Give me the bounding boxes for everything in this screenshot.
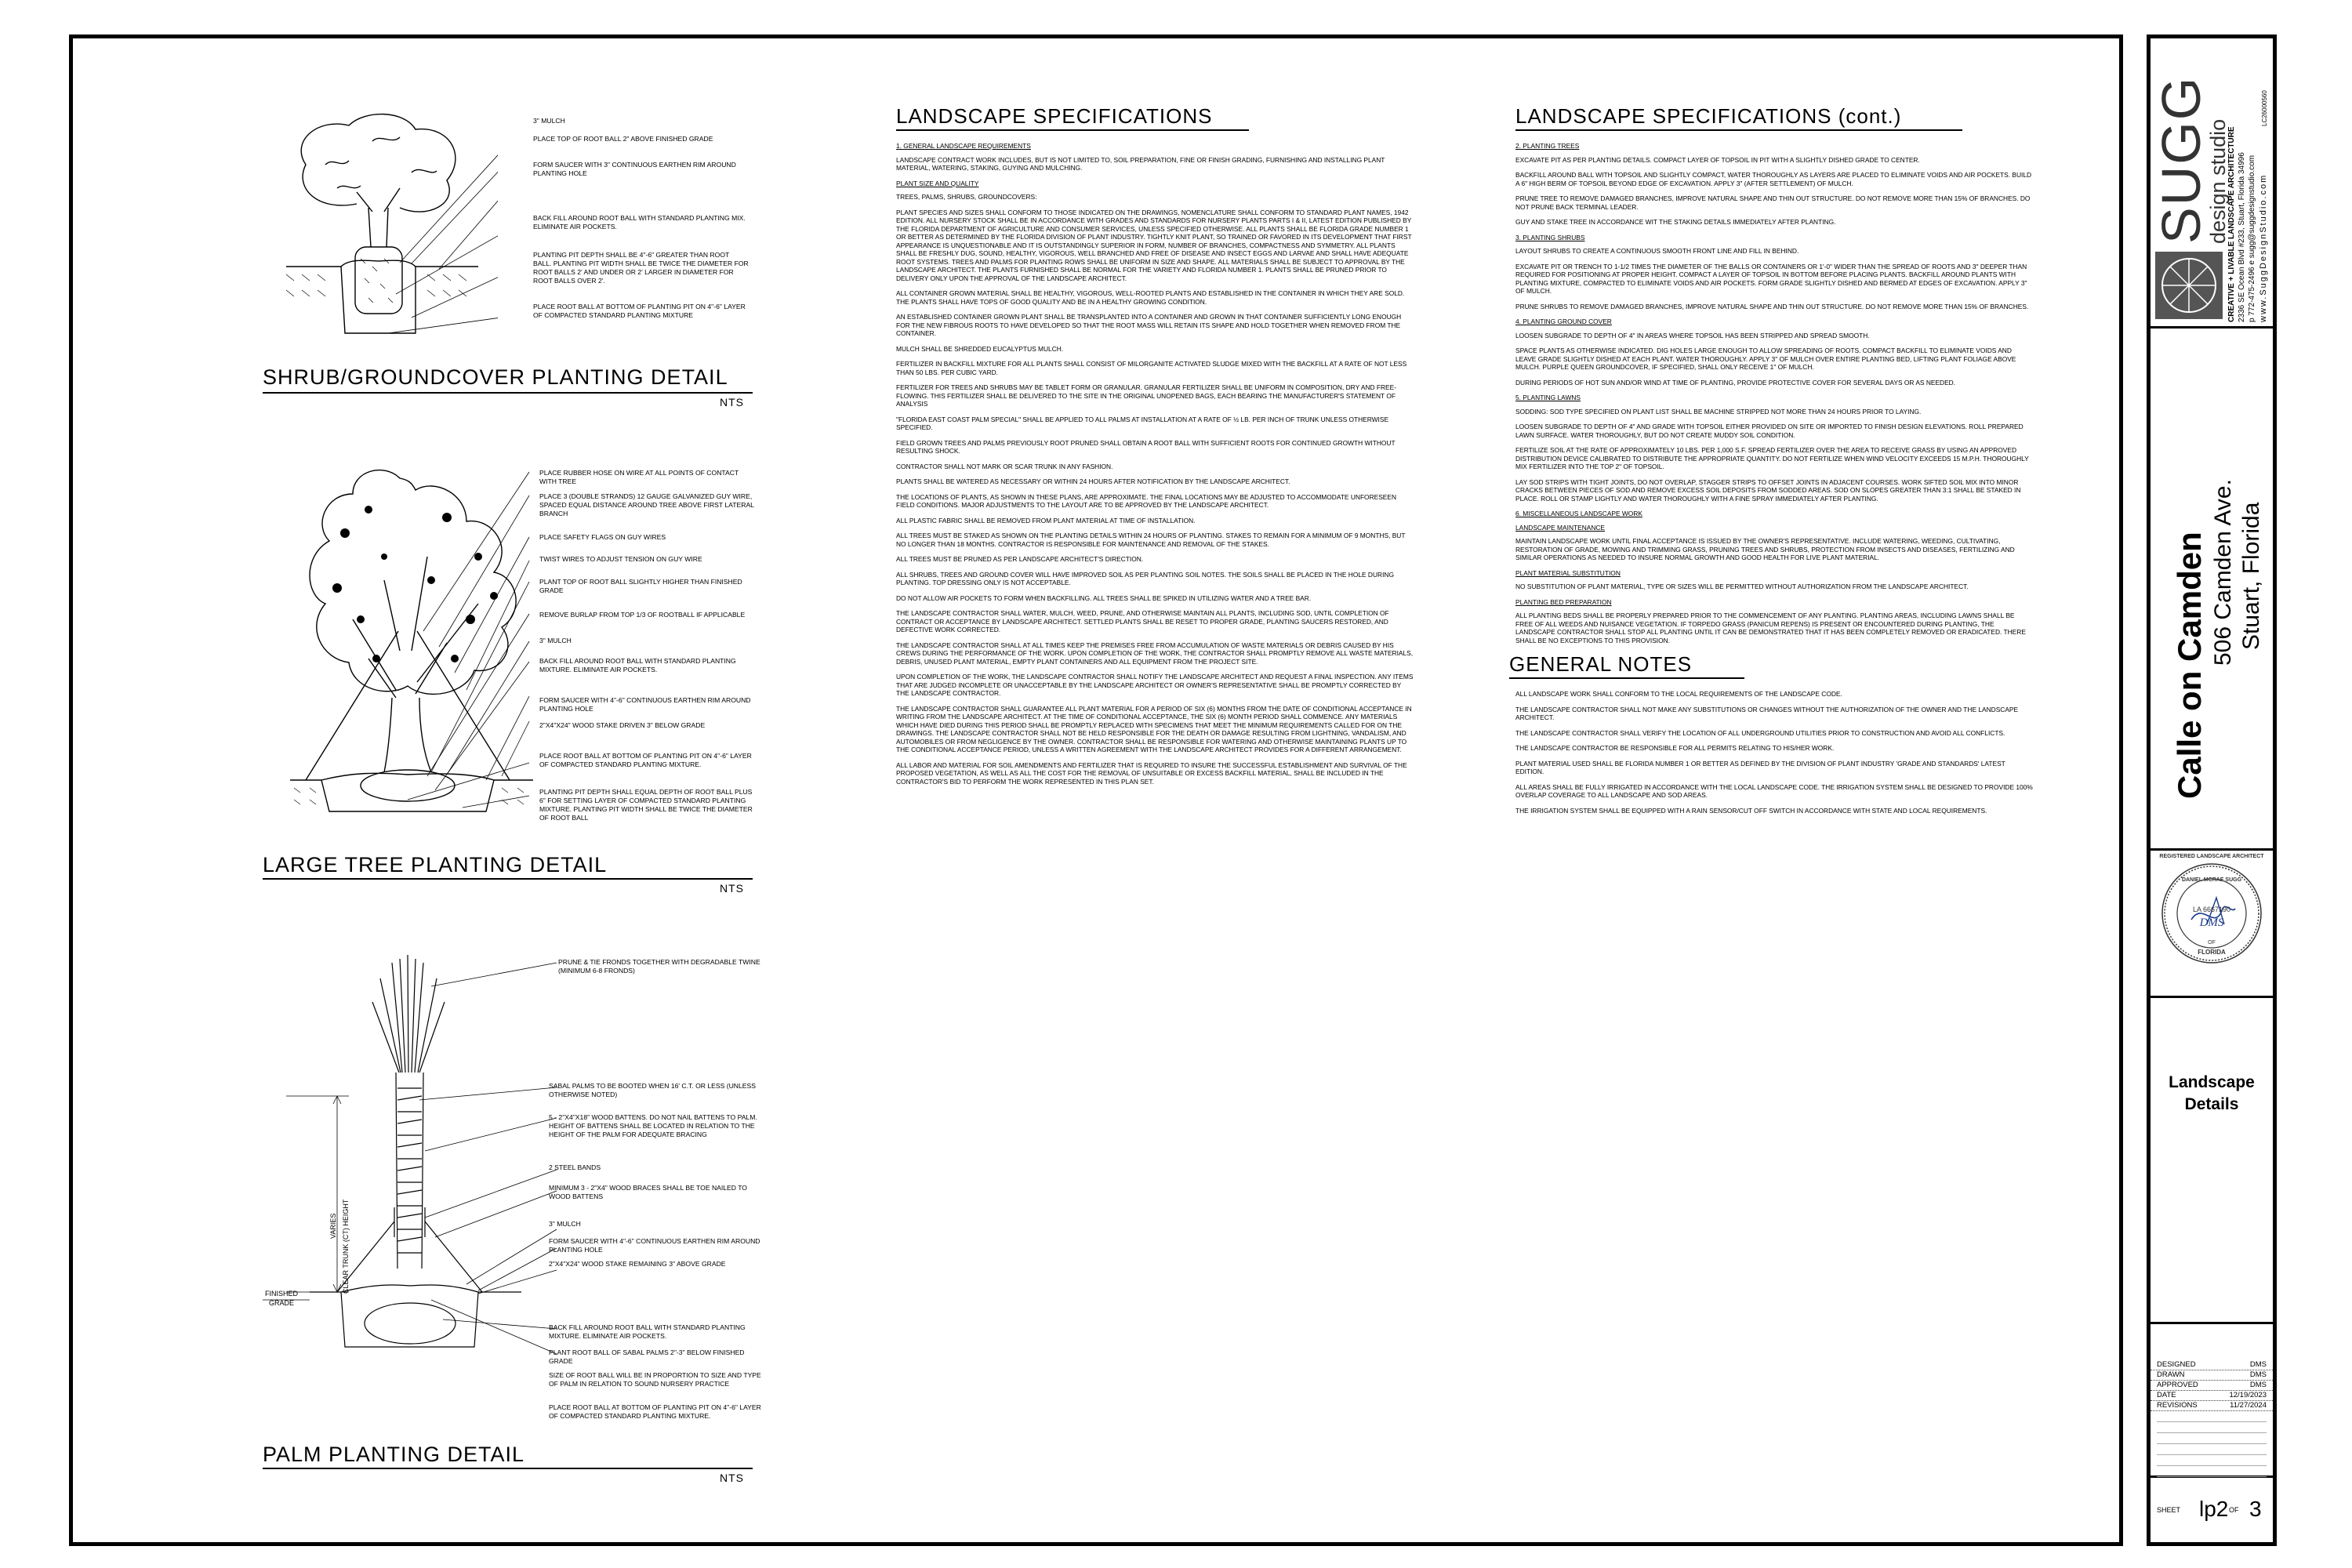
info-row: [2151, 1391, 2273, 1401]
spec-paragraph: DURING PERIODS OF HOT SUN AND/OR WIND AT TIME OF PLANTING, PROVIDE PROTECTIVE COVER FOR SEVERAL DAYS OR AS NEEDED.: [1515, 378, 1956, 387]
specs-body: [896, 142, 1414, 786]
palm-planting-drawing: [263, 955, 561, 1363]
spec-paragraph: MAINTAIN LANDSCAPE WORK UNTIL FINAL ACCEPTANCE IS ISSUED BY THE OWNER'S REPRESENTATIVE. INCLUDE WATERING, WEEDING, CULTIVATING, RESTORATION OF GRADE, MOWING AND TRIMMING GRASS, PRUNING TREES AND SHRUBS, PROTECTION FROM INSECTS AND DISEASES, FERTILIZING AND SIMILAR OPERATIONS AS NEEDED TO INSURE NORMAL GROWTH AND GOOD HEALTH FOR LIVE PLANT MATERIAL.: [1515, 537, 2015, 561]
sheet-number-section: [2151, 1478, 2273, 1542]
callout: PLACE 3 (DOUBLE STRANDS) 12 GAUGE GALVANIZED GUY WIRE, SPACED EQUAL DISTANCE AROUND TREE ABOVE FIRST LATERAL BRANCH: [539, 492, 754, 517]
spec-paragraph: FERTILIZE SOIL AT THE RATE OF APPROXIMATELY 10 LBS. PER 1,000 S.F. SPREAD FERTILIZER OVER THE AREA TO RECEIVE GRASS BY USING AN APPROVED DISTRIBUTION DEVICE CALIBRATED TO DISTRIBUTE THE APPROPRIATE QUANTITY. DO NOT FERTILIZE WHEN WIND VELOCITY EXCEEDS 15 M.P.H. THOROUGHLY MIX FERTILIZER INTO THE TOP 2" OF TOPSOIL.: [1515, 446, 2029, 470]
sheet-label: SHEET: [2157, 1506, 2181, 1514]
spec-paragraph: ALL TREES MUST BE STAKED AS SHOWN ON THE PLANTING DETAILS WITHIN 24 HOURS OF PLANTING. STAKES TO REMAIN FOR A MINIMUM OF 9 MONTHS, BUT NO LONGER THAN 18 MONTHS. CONTRACTOR IS RESPONSIBLE FOR MAINTENANCE AND REMOVAL OF THE STAKES.: [896, 532, 1406, 548]
dim-label-ct-height: CLEAR TRUNK (CT) HEIGHT: [342, 1199, 350, 1294]
callout: BACK FILL AROUND ROOT BALL WITH STANDARD PLANTING MIXTURE. ELIMINATE AIR POCKETS.: [549, 1323, 746, 1340]
large-tree-planting-drawing: [290, 463, 533, 831]
spec-subheading: 2. PLANTING TREES: [1515, 142, 1580, 150]
general-note: THE LANDSCAPE CONTRACTOR BE RESPONSIBLE FOR ALL PERMITS RELATING TO HIS/HER WORK.: [1515, 744, 1835, 752]
firm-name: SUGG: [2151, 75, 2212, 244]
general-note: ALL AREAS SHALL BE FULLY IRRIGATED IN ACCORDANCE WITH THE LOCAL LANDSCAPE CODE. THE IRRIGATION SYSTEM SHALL BE DESIGNED TO PROVIDE 100% OVERLAP COVERAGE TO ALL LANDSCAPE AND SOD AREAS.: [1515, 782, 2033, 799]
info-label: DATE: [2157, 1391, 2176, 1399]
scale-label: NTS: [720, 882, 744, 895]
spec-paragraph: SODDING: SOD TYPE SPECIFIED ON PLANT LIST SHALL BE MACHINE STRIPPED NOT MORE THAN 24 HOURS PRIOR TO LAYING.: [1515, 407, 1922, 416]
general-note: ALL LANDSCAPE WORK SHALL CONFORM TO THE LOCAL REQUIREMENTS OF THE LANDSCAPE CODE.: [1515, 690, 1842, 698]
firm-logo-mark: [2154, 250, 2224, 321]
spec-paragraph: PLANT SPECIES AND SIZES SHALL CONFORM TO THOSE INDICATED ON THE DRAWINGS, NOMENCLATURE SHALL CONFORM TO STANDARD PLANT NAMES, 1942 EDITION. ALL NURSERY STOCK SHALL BE IN ACCORDANCE WITH GRADES AND STANDARDS FOR NURSERY PLANTS PARTS I & II, LATEST EDITION PUBLISHED BY THE FLORIDA DEPARTMENT OF AGRICULTURE AND CONSUMER SERVICES, UNLESS SPECIFIED OTHERWISE. ALL PLANTS SHALL BE FLORIDA GRADE NUMBER 1 OR BETTER AS DETERMINED BY THE FLORIDA DIVISION OF PLANT INDUSTRY. TIGHTLY KNIT PLANT, SO TRAINED OR FAVORED IN ITS DEVELOPMENT THAT FIRST APPEARANCE IS UNQUESTIONABLE AND IT IS OUTSTANDINGLY SUPERIOR IN FORM, NUMBER OF BRANCHES, COMPACTNESS AND SYMMETRY. ALL PLANTS SHALL BE FRESHLY DUG, SOUND, HEALTHY, VIGOROUS, WELL BRANCHED AND FREE OF DISEASE AND INSECT EGGS AND LARVAE AND SHALL HAVE ADEQUATE ROOT SYSTEMS. TREES AND PALMS FOR PLANTING ROWS SHALL BE UNIFORM IN SIZE AND SHAPE. ALL MATERIALS SHALL BE SUBJECT TO APPROVAL BY THE LANDSCAPE ARCHITECT. THE PLANTS FURNISHED SHALL BE NORMAL FOR THE VARIETY AND FLORIDA NUMBER 1. PLANTS SHALL BE PRUNED PRIOR TO DELIVERY ONLY UPON THE APPROVAL OF THE LANDSCAPE ARCHITECT.: [896, 208, 1412, 282]
info-value: 11/27/2024: [2230, 1401, 2267, 1410]
title-underline: [263, 1468, 753, 1469]
callout: PLANTING PIT DEPTH SHALL EQUAL DEPTH OF ROOT BALL PLUS 6" FOR SETTING LAYER OF COMPACTED STANDARD PLANTING MIXTURE. PLANTING PIT WIDTH SHALL BE TWICE THE DIAMETER OF ROOT BALL: [539, 788, 753, 822]
spec-subheading: PLANT SIZE AND QUALITY: [896, 179, 979, 187]
spec-subheading: 4. PLANTING GROUND COVER: [1515, 318, 1612, 325]
spec-paragraph: LAY SOD STRIPS WITH TIGHT JOINTS, DO NOT OVERLAP, STAGGER STRIPS TO OFFSET JOINTS IN ADJACENT COURSES. WORK SIFTED SOIL MIX INTO MINOR CRACKS BETWEEN PIECES OF SOD AND REMOVE EXCESS SOIL DEPOSITS FROM SODDED AREAS. SOD ON SLOPES GREATER THAN 3:1 SHALL BE STAKED IN PLACE. ROLL OR STAMP LIGHTLY AND WATER THOROUGHLY WITH A FINE SPRAY IMMEDIATELY AFTER PLANTING.: [1515, 477, 2021, 503]
landscape-specifications-cont: [1509, 104, 2033, 822]
callout: FORM SAUCER WITH 4"-6" CONTINUOUS EARTHEN RIM AROUND PLANTING HOLE: [549, 1237, 760, 1254]
heading-underline: [896, 129, 1249, 131]
seal-license: LA 6667190: [2192, 906, 2231, 913]
spec-subheading: 6. MISCELLANEOUS LANDSCAPE WORK: [1515, 510, 1642, 517]
info-value: DMS: [2249, 1381, 2267, 1389]
scale-label: NTS: [720, 1472, 744, 1484]
firm-tagline: CREATIVE + LIVABLE LANDSCAPE ARCHITECTURE: [2227, 126, 2236, 322]
spec-paragraph: THE LOCATIONS OF PLANTS, AS SHOWN IN THESE PLANS, ARE APPROXIMATE. THE FINAL LOCATIONS MAY BE ADJUSTED TO ACCOMMODATE UNFORESEEN FIELD CONDITIONS. MAJOR ADJUSTMENTS TO THE LAYOUT ARE TO BE APPROVED BY THE LANDSCAPE ARCHITECT.: [896, 492, 1397, 509]
dim-label-finished: FINISHED: [265, 1290, 299, 1298]
callout: PRUNE & TIE FRONDS TOGETHER WITH DEGRADABLE TWINE (MINIMUM 6-8 FRONDS): [558, 958, 760, 975]
seal-ring-text: REGISTERED LANDSCAPE ARCHITECT: [2159, 854, 2264, 859]
spec-paragraph: THE LANDSCAPE CONTRACTOR SHALL AT ALL TIMES KEEP THE PREMISES FREE FROM ACCUMULATION OF WASTE MATERIALS OR DEBRIS CAUSED BY HIS CREWS DURING THE PERFORMANCE OF THE WORK. UPON COMPLETION OF THE WORK, THE CONTRACTOR SHALL PROMPTLY REMOVE ALL WASTE MATERIALS, DEBRIS, UNUSED PLANT MATERIAL, EMPTY PLANT CONTAINERS AND ALL EQUIPMENT FROM THE PROJECT SITE.: [896, 641, 1414, 666]
spec-subheading: LANDSCAPE MAINTENANCE: [1515, 523, 1606, 532]
info-row: [2151, 1381, 2273, 1391]
spec-paragraph: FERTILIZER IN BACKFILL MIXTURE FOR ALL PLANTS SHALL CONSIST OF MILORGANITE ACTIVATED SLUDGE MIXED WITH THE BACKFILL AT A RATE OF NOT LESS THAN 50 LBS. PER CUBIC YARD.: [896, 360, 1407, 376]
info-value: DMS: [2249, 1370, 2267, 1379]
specs-cont-heading: LANDSCAPE SPECIFICATIONS (cont.): [1515, 104, 1902, 128]
shrub-planting-drawing: [263, 110, 498, 345]
spec-paragraph: ALL LABOR AND MATERIAL FOR SOIL AMENDMENTS AND FERTILIZER THAT IS REQUIRED TO INSURE THE SUCCESSFUL ESTABLISHMENT AND SURVIVAL OF THE PROPOSED VEGETATION, AS WELL AS ALL THE COST FOR THE REMOVAL OF UNSUITABLE OR EXCESS BACKFILL MATERIAL, SHALL BE INCLUDED IN THE CONTRACTOR'S BID TO PERFORM THE WORK REPRESENTED IN THIS PLAN SET.: [896, 760, 1407, 786]
specs-heading: LANDSCAPE SPECIFICATIONS: [896, 104, 1213, 128]
callout: FORM SAUCER WITH 4"-6" CONTINUOUS EARTHEN RIM AROUND PLANTING HOLE: [539, 696, 751, 713]
spec-paragraph: FERTILIZER FOR TREES AND SHRUBS MAY BE TABLET FORM OR GRANULAR. GRANULAR FERTILIZER SHALL BE UNIFORM IN COMPOSITION, DRY AND FREE-FLOWING. THIS FERTILIZER SHALL BE DELIVERED TO THE SITE IN THE ORIGINAL UNOPENED BAGS, EACH BEARING THE MANUFACTURER'S STATEMENT OF ANALYSIS: [896, 383, 1397, 408]
spec-paragraph: CONTRACTOR SHALL NOT MARK OR SCAR TRUNK IN ANY FASHION.: [896, 462, 1113, 470]
spec-paragraph: TREES, PALMS, SHRUBS, GROUNDCOVERS:: [896, 193, 1037, 201]
spec-paragraph: LOOSEN SUBGRADE TO DEPTH OF 4" IN AREAS WHERE TOPSOIL HAS BEEN STRIPPED AND SPREAD SMOOTH.: [1515, 331, 1870, 339]
spec-paragraph: THE LANDSCAPE CONTRACTOR SHALL WATER, MULCH, WEED, PRUNE, AND OTHERWISE MAINTAIN ALL PLANTS, INCLUDING SOD, UNTIL COMPLETION OF CONTRACT OR ACCEPTANCE BY LANDSCAPE ARCHITECT. SETTLED PLANTS SHALL BE RESET TO PROPER GRADE, PLANTING SAUCERS RESTORED, AND DEFECTIVE WORK CORRECTED.: [896, 609, 1389, 633]
callout: REMOVE BURLAP FROM TOP 1/3 OF ROOTBALL IF APPLICABLE: [539, 611, 746, 619]
callout: SABAL PALMS TO BE BOOTED WHEN 16' C.T. OR LESS (UNLESS OTHERWISE NOTED): [549, 1082, 756, 1098]
scale-label: NTS: [720, 396, 744, 408]
spec-paragraph: THE LANDSCAPE CONTRACTOR SHALL GUARANTEE ALL PLANT MATERIAL FOR A PERIOD OF SIX (6) MONTHS FROM THE DATE OF CONDITIONAL ACCEPTANCE IN WRITING FROM THE LANDSCAPE ARCHITECT. AT THE TIME OF CONDITIONAL ACCEPTANCE, THE SIX (6) MONTH PERIOD SHALL COMMENCE. ANY MATERIALS WHICH HAVE DIED DURING THIS PERIOD SHALL BE PROMPTLY REPLACED WITH SPECIMENS THAT MEET THE MINIMUM REQUIREMENTS CALLED FOR ON THE DRAWINGS. THE LANDSCAPE CONTRACTOR SHALL NOT BE HELD RESPONSIBLE FOR THE DEATH OR DAMAGE RESULTING FROM LIGHTNING, VANDALISM, AND AUTOMOBILES OR FROM NEGLIGENCE BY THE OWNER. CONTRACTOR SHALL BE RESPONSIBLE FOR WATERING AND OTHERWISE MAINTAINING PLANTS UP TO THE CONDITIONAL ACCEPTANCE PERIOD, UNLESS A WRITTEN AGREEMENT WITH THE LANDSCAPE ARCHITECT PROVIDES FOR A DIFFERENT ARRANGEMENT.: [896, 704, 1412, 753]
project-street: 506 Camden Ave.: [2210, 479, 2236, 666]
seal-of: OF: [2208, 940, 2216, 946]
general-note: THE LANDSCAPE CONTRACTOR SHALL VERIFY THE LOCATION OF ALL UNDERGROUND UTILITIES PRIOR TO CONSTRUCTION AND AVOID ALL CONFLICTS.: [1515, 728, 2005, 737]
callout: PLANTING PIT DEPTH SHALL BE 4"-6" GREATER THAN ROOT BALL. PLANTING PIT WIDTH SHALL BE TWICE THE DIAMETER FOR ROOT BALLS 2' AND UNDER OR 2' LARGER IN DIAMETER FOR ROOT BALLS OVER 2'.: [533, 251, 749, 285]
firm-license: LC26000560: [2261, 90, 2268, 126]
dim-label-grade: GRADE: [269, 1299, 295, 1307]
callout: BACK FILL AROUND ROOT BALL WITH STANDARD PLANTING MIX. ELIMINATE AIR POCKETS.: [533, 214, 746, 230]
spec-paragraph: "FLORIDA EAST COAST PALM SPECIAL" SHALL BE APPLIED TO ALL PALMS AT INSTALLATION AT A RATE OF ½ LB. PER INCH OF TRUNK UNLESS OTHERWISE SPECIFIED.: [896, 415, 1389, 431]
spec-paragraph: ALL CONTAINER GROWN MATERIAL SHALL BE HEALTHY, VIGOROUS, WELL-ROOTED PLANTS AND ESTABLISHED IN THE CONTAINER IN WHICH THEY ARE SOLD. THE PLANTS SHALL HAVE TOPS OF GOOD QUALITY AND BE IN A HEALTHY GROWING CONDITION.: [896, 289, 1405, 306]
general-note: THE IRRIGATION SYSTEM SHALL BE EQUIPPED WITH A RAIN SENSOR/CUT OFF SWITCH IN ACCORDANCE WITH STATE AND LOCAL REQUIREMENTS.: [1515, 806, 1987, 815]
spec-paragraph: LOOSEN SUBGRADE TO DEPTH OF 4" AND GRADE WITH TOPSOIL EITHER PROVIDED ON SITE OR IMPORTED TO FINISH DESIGN ELEVATIONS. ROLL PREPARED LAWN SURFACE. WATER THOROUGHLY, BUT DO NOT CREATE MUDDY SOIL CONDITION.: [1515, 423, 2024, 439]
firm-contact: p 772-475-2496 e sugg@suggdesignstudio.com: [2248, 154, 2256, 322]
general-notes-heading: GENERAL NOTES: [1509, 652, 1693, 676]
spec-paragraph: LANDSCAPE CONTRACT WORK INCLUDES, BUT IS NOT LIMITED TO, SOIL PREPARATION, FINE OR FINISH GRADING, FURNISHING AND INSTALLING PLANT MATERIAL, WATERING, STAKING, GUYING AND MULCHING.: [896, 155, 1385, 172]
firm-address: 2336 SE Ocean Blvd #233, Stuart, Florida 34996: [2238, 152, 2246, 322]
spec-subheading: PLANTING BED PREPARATION: [1515, 597, 1612, 606]
spec-paragraph: PLANTS SHALL BE WATERED AS NECESSARY OR WITHIN 24 HOURS AFTER NOTIFICATION BY THE LANDSCAPE ARCHITECT.: [896, 477, 1290, 485]
callout: PLACE ROOT BALL AT BOTTOM OF PLANTING PIT ON 4"-6" LAYER OF COMPACTED STANDARD PLANTING MIXTURE: [533, 303, 746, 319]
spec-paragraph: FIELD GROWN TREES AND PALMS PREVIOUSLY ROOT PRUNED SHALL OBTAIN A ROOT BALL WITH SUFFICIENT ROOTS FOR CONTINUED GROWTH WITHOUT RESULTING SHOCK.: [896, 438, 1396, 455]
sheet-title-section: [2151, 998, 2273, 1324]
firm-section: [2151, 38, 2273, 328]
project-city: Stuart, Florida: [2238, 502, 2264, 650]
callout: 3" MULCH: [533, 117, 565, 125]
firm-subtitle: design studio: [2206, 118, 2230, 244]
callout: 5 - 2"X4"X18" WOOD BATTENS. DO NOT NAIL BATTENS TO PALM. HEIGHT OF BATTENS SHALL BE LOCATED IN RELATION TO THE HEIGHT OF THE PALM FOR ADEQUATE BRACING: [549, 1113, 757, 1138]
spec-paragraph: EXCAVATE PIT OR TRENCH TO 1-1/2 TIMES THE DIAMETER OF THE BALLS OR CONTAINERS OR 1'-0" WIDER THAN THE SPREAD OF ROOTS AND 3" DEEPER THAN REQUIRED FOR POSITIONING AT PROPER HEIGHT. COMPACT A LAYER OF TOPSOIL IN BOTTOM BEFORE PLACING PLANTS. BACKFILL AROUND PLANTS WITH PLANTING MIXTURE, COMPACTED TO ELIMINATE VOIDS AND AIR POCKETS. FORM GRADE SLIGHTLY DISHED AND BERMED AT EDGES OF EXCAVATION. APPLY 3" OF MULCH.: [1515, 262, 2027, 295]
spec-paragraph: PRUNE TREE TO REMOVE DAMAGED BRANCHES, IMPROVE NATURAL SHAPE AND THIN OUT STRUCTURE. DO NOT REMOVE MORE THAN 15% OF BRANCHES. DO NOT PRUNE BACK TERMINAL LEADER.: [1515, 194, 2031, 211]
landscape-specifications: [896, 104, 1414, 793]
info-row: [2151, 1401, 2273, 1411]
seal-name: DANIEL MCRAE SUGG: [2181, 877, 2242, 883]
info-label: REVISIONS: [2157, 1401, 2198, 1410]
general-note: THE LANDSCAPE CONTRACTOR SHALL NOT MAKE ANY SUBSTITUTIONS OR CHANGES WITHOUT THE AUTHORIZATION OF THE OWNER AND THE LANDSCAPE ARCHITECT.: [1515, 705, 2019, 721]
firm-website: www.SuggDesignStudio.com: [2259, 173, 2268, 322]
info-value: DMS: [2249, 1360, 2267, 1369]
callout: 3" MULCH: [539, 637, 572, 644]
spec-subheading: 5. PLANTING LAWNS: [1515, 394, 1581, 401]
spec-paragraph: MULCH SHALL BE SHREDDED EUCALYPTUS MULCH.: [896, 344, 1064, 353]
spec-paragraph: DO NOT ALLOW AIR POCKETS TO FORM WHEN BACKFILLING. ALL TREES SHALL BE SPIKED IN UTILIZING WATER AND A TREE BAR.: [896, 593, 1312, 602]
spec-paragraph: SPACE PLANTS AS OTHERWISE INDICATED. DIG HOLES LARGE ENOUGH TO ALLOW SPREADING OF ROOTS. COMPACT BACKFILL TO ELIMINATE VOIDS AND LEAVE GRADE SLIGHTLY DISHED AT EACH PLANT. WATER THOROUGHLY. APPLY 3" OF MULCH OVER ENTIRE PLANTING BED, LIFTING PLANT FOLIAGE ABOVE MULCH. PURPLE QUEEN GROUNDCOVER, IF SPECIFIED, SHALL ONLY RECEIVE 1" OF MULCH.: [1515, 347, 2016, 371]
spec-paragraph: NO SUBSTITUTION OF PLANT MATERIAL, TYPE OR SIZES WILL BE PERMITTED WITHOUT AUTHORIZATION FROM THE LANDSCAPE ARCHITECT.: [1515, 583, 1969, 590]
blank-lines: [2151, 1411, 2273, 1477]
spec-paragraph: GUY AND STAKE TREE IN ACCORDANCE WIT THE STAKING DETAILS IMMEDIATELY AFTER PLANTING.: [1515, 218, 1836, 226]
info-value: 12/19/2023: [2229, 1391, 2267, 1399]
callout: PLANT ROOT BALL OF SABAL PALMS 2"-3" BELOW FINISHED GRADE: [549, 1348, 745, 1365]
info-row: [2151, 1370, 2273, 1381]
callout: BACK FILL AROUND ROOT BALL WITH STANDARD PLANTING MIXTURE. ELIMINATE AIR POCKETS.: [539, 657, 736, 673]
general-notes-body: [1515, 690, 2033, 815]
project-name: Calle on Camden: [2171, 532, 2208, 799]
detail-title: PALM PLANTING DETAIL: [263, 1443, 525, 1466]
dim-label-varies: VARIES: [329, 1213, 337, 1239]
sheet-title-line1: Landscape: [2169, 1073, 2255, 1091]
info-rows: [2151, 1360, 2273, 1411]
info-label: APPROVED: [2157, 1381, 2198, 1389]
callout: PLACE SAFETY FLAGS ON GUY WIRES: [539, 533, 666, 541]
title-block: [2147, 34, 2277, 1546]
callout: TWIST WIRES TO ADJUST TENSION ON GUY WIRE: [539, 555, 702, 563]
info-section: [2151, 1324, 2273, 1478]
spec-paragraph: ALL PLASTIC FABRIC SHALL BE REMOVED FROM PLANT MATERIAL AT TIME OF INSTALLATION.: [896, 516, 1196, 524]
spec-subheading: PLANT MATERIAL SUBSTITUTION: [1515, 568, 1621, 577]
spec-paragraph: LAYOUT SHRUBS TO CREATE A CONTINUOUS SMOOTH FRONT LINE AND FILL IN BEHIND.: [1515, 247, 1799, 255]
spec-paragraph: UPON COMPLETION OF THE WORK, THE LANDSCAPE CONTRACTOR SHALL NOTIFY THE LANDSCAPE ARCHITECT AND REQUEST A FINAL INSPECTION. ANY ITEMS THAT ARE JUDGED INCOMPLETE OR UNACCEPTABLE BY THE LANDSCAPE ARCHITECT OR OWNER'S REPRESENTATIVE SHALL BE PROMPTLY CORRECTED BY THE LANDSCAPE CONTRACTOR.: [896, 673, 1414, 697]
spec-paragraph: PRUNE SHRUBS TO REMOVE DAMAGED BRANCHES, IMPROVE NATURAL SHAPE AND THIN OUT STRUCTURE. DO NOT REMOVE MORE THAN 15% OF BRANCHES.: [1515, 302, 2029, 310]
spec-paragraph: ALL TREES MUST BE PRUNED AS PER LANDSCAPE ARCHITECT'S DIRECTION.: [896, 555, 1144, 563]
spec-subheading: 1. GENERAL LANDSCAPE REQUIREMENTS: [896, 142, 1031, 150]
spec-paragraph: ALL PLANTING BEDS SHALL BE PROPERLY PREPARED PRIOR TO THE COMMENCEMENT OF ANY PLANTING. PLANTING AREAS, INCLUDING LAWNS SHALL BE FREE OF ALL WEEDS AND NUISANCE VEGETATION. IF TORPEDO GRASS (PANICUM REPENS) IS PRESENT OR ENCOUNTERED DURING PLANTING, THE LANDSCAPE CONTRACTOR SHALL STOP ALL PLANTING UNTIL IT CAN BE DEMONSTRATED THAT IT HAS BEEN COMPLETELY REMOVED OR ERADICATED. THERE SHALL BE NO EXCEPTIONS TO THIS PROVISION.: [1515, 612, 2026, 644]
sheet-of: OF: [2229, 1506, 2239, 1514]
sheet-total: 3: [2249, 1497, 2262, 1521]
heading-underline: [1509, 677, 1744, 679]
callout: 2"X4"X24" WOOD STAKE REMAINING 3" ABOVE GRADE: [549, 1260, 726, 1268]
sheet-title-line2: Details: [2184, 1095, 2239, 1113]
detail-title: SHRUB/GROUNDCOVER PLANTING DETAIL: [263, 365, 728, 389]
seal-state: FLORIDA: [2198, 949, 2226, 956]
info-row: [2151, 1360, 2273, 1370]
project-section: [2151, 328, 2273, 851]
title-underline: [263, 392, 753, 394]
callout: PLACE TOP OF ROOT BALL 2" ABOVE FINISHED GRADE: [533, 135, 713, 143]
spec-paragraph: EXCAVATE PIT AS PER PLANTING DETAILS. COMPACT LAYER OF TOPSOIL IN PIT WITH A SLIGHTLY DISHED GRADE TO CENTER.: [1515, 155, 1920, 164]
callout: PLACE RUBBER HOSE ON WIRE AT ALL POINTS OF CONTACT WITH TREE: [539, 469, 739, 485]
seal-signature: DMS: [2199, 916, 2224, 929]
callout: FORM SAUCER WITH 3" CONTINUOUS EARTHEN RIM AROUND PLANTING HOLE: [533, 161, 736, 177]
spec-paragraph: AN ESTABLISHED CONTAINER GROWN PLANT SHALL BE TRANSPLANTED INTO A CONTAINER AND GROWN IN THAT CONTAINER SUFFICIENTLY LONG ENOUGH FOR THE NEW FIBROUS ROOTS TO HAVE DEVELOPED SO THAT THE ROOT MASS WILL RETAIN ITS SHAPE AND HOLD TOGETHER WHEN REMOVED FROM THE CONTAINER.: [896, 313, 1402, 337]
general-note: PLANT MATERIAL USED SHALL BE FLORIDA NUMBER 1 OR BETTER AS DEFINED BY THE DIVISION OF PLANT INDUSTRY 'GRADE AND STANDARDS' LATEST EDITION.: [1515, 759, 2005, 775]
callout: 3" MULCH: [549, 1220, 581, 1228]
info-label: DESIGNED: [2157, 1360, 2196, 1369]
specs-cont-body: [1515, 142, 2033, 644]
info-label: DRAWN: [2157, 1370, 2185, 1379]
seal-section: [2151, 851, 2273, 998]
callout: PLANT TOP OF ROOT BALL SLIGHTLY HIGHER THAN FINISHED GRADE: [539, 578, 742, 594]
sheet-number: lp2: [2199, 1497, 2229, 1521]
spec-subheading: 3. PLANTING SHRUBS: [1515, 233, 1585, 241]
heading-underline: [1515, 129, 1962, 131]
callout: MINIMUM 3 - 2"X4" WOOD BRACES SHALL BE TOE NAILED TO WOOD BATTENS: [549, 1184, 747, 1200]
callout: 2 STEEL BANDS: [549, 1163, 601, 1171]
callout: PLACE ROOT BALL AT BOTTOM OF PLANTING PIT ON 4"-6" LAYER OF COMPACTED STANDARD PLANTING MIXTURE.: [549, 1403, 761, 1420]
callout: SIZE OF ROOT BALL WILL BE IN PROPORTION TO SIZE AND TYPE OF PALM IN RELATION TO SOUND NURSERY PRACTICE: [549, 1371, 761, 1388]
callout: 2"X4"X24" WOOD STAKE DRIVEN 3" BELOW GRADE: [539, 721, 706, 729]
spec-paragraph: ALL SHRUBS, TREES AND GROUND COVER WILL HAVE IMPROVED SOIL AS PER PLANTING SOIL NOTES. THE SOILS SHALL BE PLACED IN THE HOLE DURING PLANTING. TOP DRESSING ONLY IS NOT ACCEPTABLE.: [896, 570, 1394, 586]
callout: PLACE ROOT BALL AT BOTTOM OF PLANTING PIT ON 4"-6" LAYER OF COMPACTED STANDARD PLANTING MIXTURE.: [539, 752, 752, 768]
title-underline: [263, 878, 753, 880]
detail-title: LARGE TREE PLANTING DETAIL: [263, 853, 608, 877]
spec-paragraph: BACKFILL AROUND BALL WITH TOPSOIL AND SLIGHTLY COMPACT, WATER THOROUGHLY AS LAYERS ARE PLACED TO ELIMINATE VOIDS AND AIR POCKETS. BUILD A 6" HIGH BERM OF TOPSOIL BEYOND EDGE OF EXCAVATION. APPLY 3" (AFTER SETTLEMENT) OF MULCH.: [1515, 171, 2032, 187]
